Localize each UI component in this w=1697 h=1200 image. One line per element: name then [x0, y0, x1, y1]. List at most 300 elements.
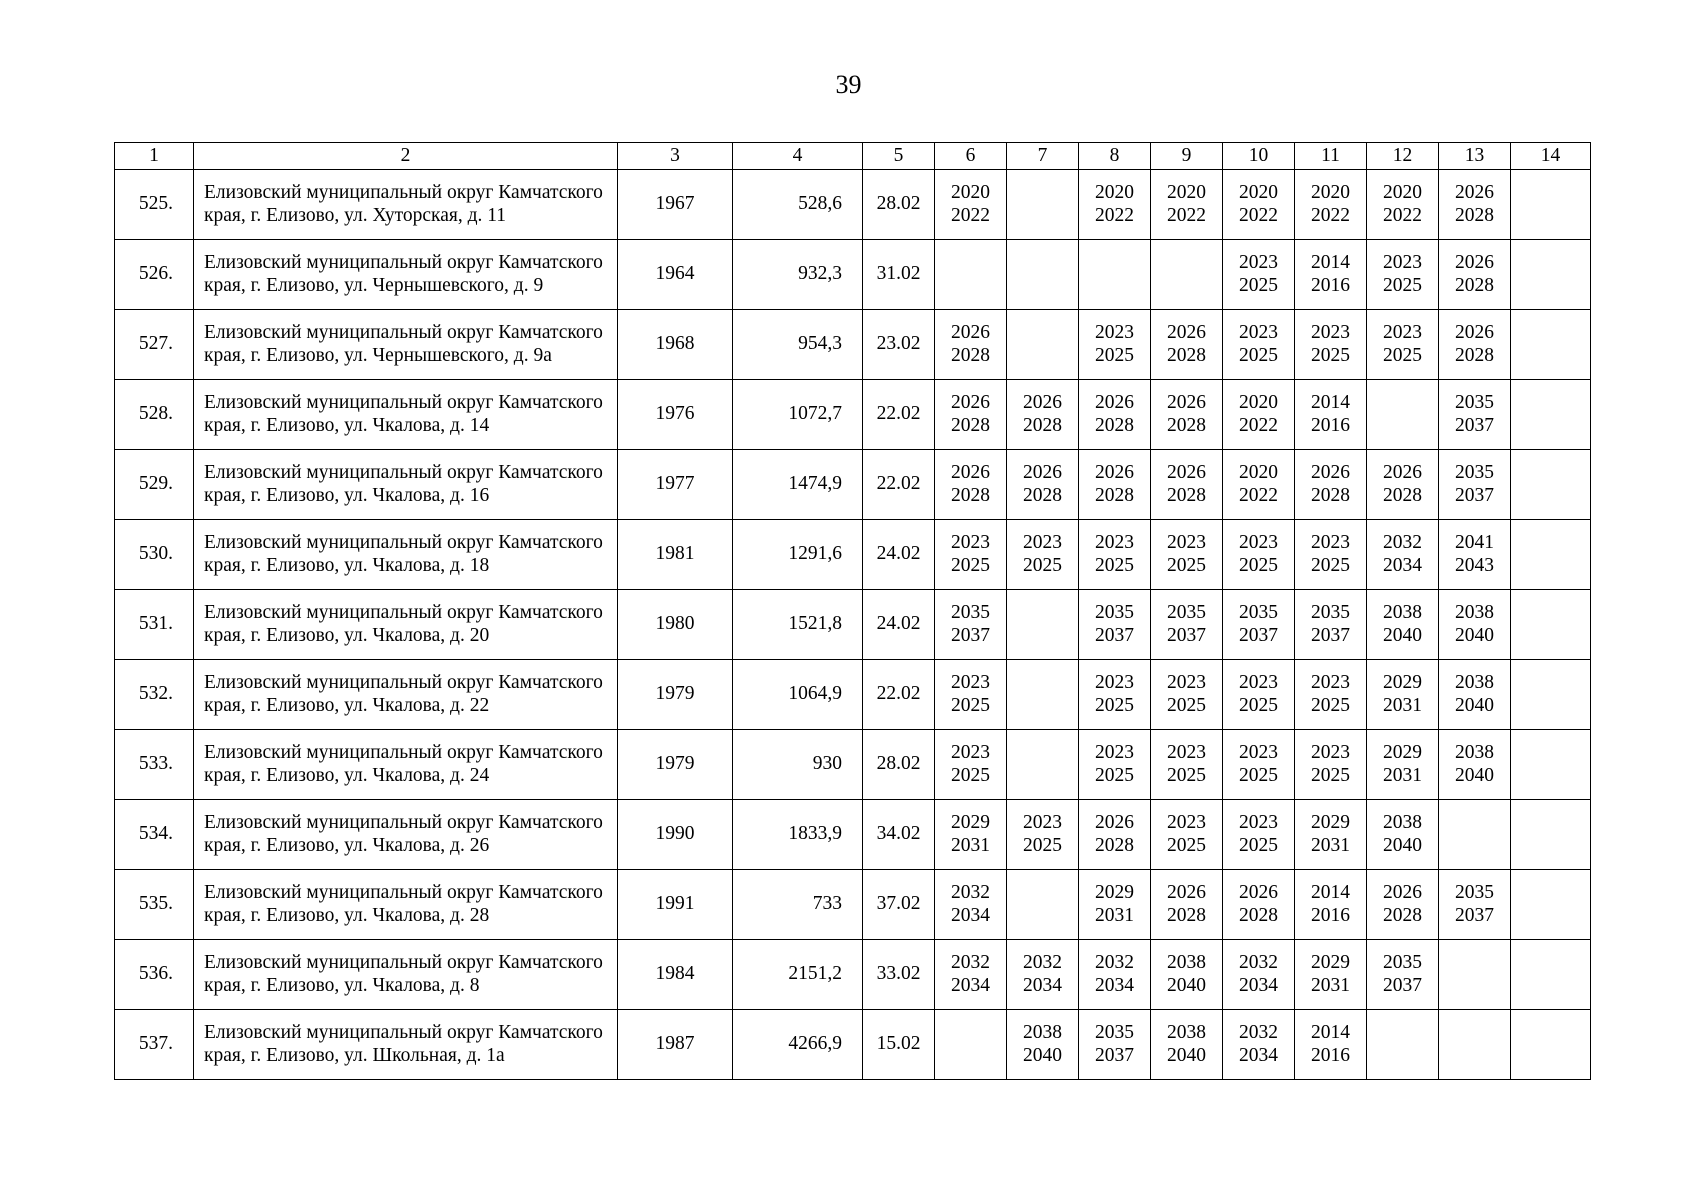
- period-start-year: 2029: [1311, 812, 1350, 833]
- period-start-year: 2038: [1383, 812, 1422, 833]
- period-start-year: 2023: [1167, 672, 1206, 693]
- repair-period-cell: [1439, 520, 1511, 590]
- construction-year-cell: 1990: [618, 800, 733, 870]
- table-row: [115, 240, 1591, 310]
- row-number-cell: 536.: [115, 940, 194, 1010]
- period-start-year: 2026: [1311, 462, 1350, 483]
- row-number-cell: 526.: [115, 240, 194, 310]
- period-start-year: 2023: [1167, 812, 1206, 833]
- period-start-year: 2026: [1095, 812, 1134, 833]
- repair-period-cell: [935, 590, 1007, 660]
- repair-period-cell: [1439, 310, 1511, 380]
- period-start-year: 2029: [1311, 952, 1350, 973]
- repair-period-cell: [1295, 450, 1367, 520]
- period-start-year: 2032: [1383, 532, 1422, 553]
- repair-period-cell: [1295, 310, 1367, 380]
- repair-period-cell: [1151, 170, 1223, 240]
- period-end-year: 2028: [951, 344, 990, 366]
- period-end-year: 2040: [1455, 624, 1494, 646]
- column-number-header: 13: [1439, 143, 1511, 170]
- address-cell: Елизовский муниципальный округ Камчатского края, г. Елизово, ул. Чкалова, д. 16: [194, 450, 618, 520]
- repair-period-cell: [1367, 590, 1439, 660]
- period-end-year: 2022: [951, 204, 990, 226]
- repair-period-cell: [1439, 450, 1511, 520]
- period-start-year: 2020: [1239, 462, 1278, 483]
- period-end-year: 2037: [1383, 974, 1422, 996]
- row-number-cell: 525.: [115, 170, 194, 240]
- housing-registry-table: [114, 142, 1591, 1080]
- period-end-year: 2025: [1239, 344, 1278, 366]
- period-start-year: 2038: [1023, 1022, 1062, 1043]
- repair-period-cell: [1223, 170, 1295, 240]
- period-end-year: 2028: [1095, 414, 1134, 436]
- period-end-year: 2028: [951, 484, 990, 506]
- period-start-year: 2023: [1383, 252, 1422, 273]
- period-end-year: 2037: [1455, 484, 1494, 506]
- wear-percent-cell: 24.02: [863, 520, 935, 590]
- wear-percent-cell: 34.02: [863, 800, 935, 870]
- period-start-year: 2023: [1239, 812, 1278, 833]
- column-number-header: 12: [1367, 143, 1439, 170]
- period-start-year: 2032: [1095, 952, 1134, 973]
- total-area-cell: 930: [733, 730, 863, 800]
- period-end-year: 2025: [951, 764, 990, 786]
- period-start-year: 2035: [1383, 952, 1422, 973]
- repair-period-cell: [1007, 1010, 1079, 1080]
- repair-period-cell: [1367, 940, 1439, 1010]
- period-end-year: 2028: [1167, 484, 1206, 506]
- repair-period-cell: [935, 450, 1007, 520]
- period-end-year: 2028: [951, 414, 990, 436]
- period-end-year: 2025: [1239, 834, 1278, 856]
- period-start-year: 2023: [1239, 742, 1278, 763]
- wear-percent-cell: 22.02: [863, 450, 935, 520]
- repair-period-cell: [935, 660, 1007, 730]
- period-start-year: 2038: [1455, 672, 1494, 693]
- address-cell: Елизовский муниципальный округ Камчатского края, г. Елизово, ул. Чкалова, д. 18: [194, 520, 618, 590]
- column-number-header: 5: [863, 143, 935, 170]
- period-end-year: 2025: [1311, 764, 1350, 786]
- repair-period-cell: [1295, 170, 1367, 240]
- period-end-year: 2025: [1095, 694, 1134, 716]
- period-start-year: 2035: [1455, 392, 1494, 413]
- total-area-cell: 1291,6: [733, 520, 863, 590]
- period-start-year: 2014: [1311, 1022, 1350, 1043]
- repair-period-cell: [1079, 240, 1151, 310]
- period-end-year: 2016: [1311, 274, 1350, 296]
- period-end-year: 2025: [1311, 344, 1350, 366]
- table-row: [115, 380, 1591, 450]
- repair-period-cell: [1007, 310, 1079, 380]
- repair-period-cell: [1151, 310, 1223, 380]
- period-start-year: 2029: [1383, 742, 1422, 763]
- period-end-year: 2025: [1383, 344, 1422, 366]
- period-end-year: 2025: [1239, 764, 1278, 786]
- period-end-year: 2037: [1239, 624, 1278, 646]
- period-start-year: 2023: [1167, 532, 1206, 553]
- address-cell: Елизовский муниципальный округ Камчатского края, г. Елизово, ул. Чкалова, д. 24: [194, 730, 618, 800]
- repair-period-cell: [1367, 310, 1439, 380]
- period-end-year: 2028: [1239, 904, 1278, 926]
- construction-year-cell: 1967: [618, 170, 733, 240]
- construction-year-cell: 1976: [618, 380, 733, 450]
- repair-period-cell: [1007, 660, 1079, 730]
- row-number-cell: 530.: [115, 520, 194, 590]
- period-end-year: 2040: [1167, 974, 1206, 996]
- repair-period-cell: [1367, 240, 1439, 310]
- period-start-year: 2023: [1023, 532, 1062, 553]
- period-start-year: 2026: [951, 462, 990, 483]
- column-number-header: 6: [935, 143, 1007, 170]
- repair-period-cell: [1223, 1010, 1295, 1080]
- repair-period-cell: [1223, 240, 1295, 310]
- period-end-year: 2016: [1311, 904, 1350, 926]
- construction-year-cell: 1977: [618, 450, 733, 520]
- repair-period-cell: [935, 940, 1007, 1010]
- wear-percent-cell: 15.02: [863, 1010, 935, 1080]
- repair-period-cell: [1079, 170, 1151, 240]
- row-number-cell: 532.: [115, 660, 194, 730]
- period-end-year: 2028: [1383, 484, 1422, 506]
- repair-period-cell: [1151, 590, 1223, 660]
- address-cell: Елизовский муниципальный округ Камчатского края, г. Елизово, ул. Чкалова, д. 8: [194, 940, 618, 1010]
- table-row: [115, 730, 1591, 800]
- period-start-year: 2032: [951, 952, 990, 973]
- repair-period-cell: [1151, 380, 1223, 450]
- repair-period-cell: [1511, 240, 1591, 310]
- period-end-year: 2034: [951, 904, 990, 926]
- period-start-year: 2026: [1167, 392, 1206, 413]
- repair-period-cell: [1511, 800, 1591, 870]
- period-end-year: 2025: [1239, 694, 1278, 716]
- row-number-cell: 531.: [115, 590, 194, 660]
- period-start-year: 2020: [1383, 182, 1422, 203]
- period-end-year: 2025: [1311, 694, 1350, 716]
- repair-period-cell: [1223, 940, 1295, 1010]
- row-number-cell: 528.: [115, 380, 194, 450]
- period-end-year: 2022: [1095, 204, 1134, 226]
- period-start-year: 2035: [1095, 602, 1134, 623]
- period-start-year: 2023: [951, 742, 990, 763]
- period-end-year: 2022: [1311, 204, 1350, 226]
- column-number-header: 3: [618, 143, 733, 170]
- repair-period-cell: [1151, 240, 1223, 310]
- period-start-year: 2026: [1095, 462, 1134, 483]
- period-end-year: 2028: [1455, 204, 1494, 226]
- address-cell: Елизовский муниципальный округ Камчатского края, г. Елизово, ул. Чкалова, д. 28: [194, 870, 618, 940]
- period-start-year: 2029: [1095, 882, 1134, 903]
- period-end-year: 2031: [1383, 694, 1422, 716]
- repair-period-cell: [1439, 240, 1511, 310]
- period-start-year: 2020: [1239, 392, 1278, 413]
- table-row: [115, 520, 1591, 590]
- repair-period-cell: [1295, 660, 1367, 730]
- period-end-year: 2028: [1167, 344, 1206, 366]
- period-end-year: 2025: [1095, 554, 1134, 576]
- row-number-cell: 533.: [115, 730, 194, 800]
- repair-period-cell: [1223, 380, 1295, 450]
- column-number-header: 10: [1223, 143, 1295, 170]
- period-end-year: 2034: [1095, 974, 1134, 996]
- period-start-year: 2020: [951, 182, 990, 203]
- period-end-year: 2028: [1167, 414, 1206, 436]
- wear-percent-cell: 28.02: [863, 730, 935, 800]
- period-start-year: 2035: [1167, 602, 1206, 623]
- repair-period-cell: [935, 310, 1007, 380]
- repair-period-cell: [1079, 660, 1151, 730]
- repair-period-cell: [1007, 170, 1079, 240]
- period-start-year: 2023: [1383, 322, 1422, 343]
- construction-year-cell: 1979: [618, 730, 733, 800]
- period-start-year: 2026: [1239, 882, 1278, 903]
- period-end-year: 2040: [1455, 694, 1494, 716]
- period-end-year: 2025: [1167, 834, 1206, 856]
- repair-period-cell: [1367, 520, 1439, 590]
- period-start-year: 2035: [1239, 602, 1278, 623]
- period-end-year: 2025: [1095, 764, 1134, 786]
- period-end-year: 2028: [1167, 904, 1206, 926]
- period-start-year: 2026: [1455, 252, 1494, 273]
- total-area-cell: 1521,8: [733, 590, 863, 660]
- period-start-year: 2026: [1455, 182, 1494, 203]
- table-row: [115, 660, 1591, 730]
- period-start-year: 2035: [1311, 602, 1350, 623]
- repair-period-cell: [1295, 240, 1367, 310]
- period-end-year: 2034: [1383, 554, 1422, 576]
- period-start-year: 2020: [1167, 182, 1206, 203]
- period-end-year: 2037: [1095, 624, 1134, 646]
- period-end-year: 2031: [1311, 974, 1350, 996]
- period-start-year: 2014: [1311, 882, 1350, 903]
- table-row: [115, 870, 1591, 940]
- repair-period-cell: [1079, 380, 1151, 450]
- wear-percent-cell: 22.02: [863, 380, 935, 450]
- period-end-year: 2025: [1239, 554, 1278, 576]
- row-number-cell: 535.: [115, 870, 194, 940]
- period-end-year: 2022: [1239, 204, 1278, 226]
- table-row: [115, 940, 1591, 1010]
- total-area-cell: 1833,9: [733, 800, 863, 870]
- row-number-cell: 529.: [115, 450, 194, 520]
- period-start-year: 2023: [1239, 252, 1278, 273]
- period-start-year: 2029: [951, 812, 990, 833]
- address-cell: Елизовский муниципальный округ Камчатского края, г. Елизово, ул. Чернышевского, д. 9а: [194, 310, 618, 380]
- period-end-year: 2025: [951, 694, 990, 716]
- repair-period-cell: [1511, 870, 1591, 940]
- table-row: [115, 1010, 1591, 1080]
- construction-year-cell: 1991: [618, 870, 733, 940]
- period-start-year: 2035: [1095, 1022, 1134, 1043]
- period-start-year: 2026: [1023, 392, 1062, 413]
- period-start-year: 2026: [1167, 882, 1206, 903]
- period-end-year: 2028: [1023, 484, 1062, 506]
- period-start-year: 2023: [951, 532, 990, 553]
- wear-percent-cell: 24.02: [863, 590, 935, 660]
- address-cell: Елизовский муниципальный округ Камчатского края, г. Елизово, ул. Школьная, д. 1а: [194, 1010, 618, 1080]
- address-cell: Елизовский муниципальный округ Камчатского края, г. Елизово, ул. Чкалова, д. 26: [194, 800, 618, 870]
- period-start-year: 2023: [1095, 322, 1134, 343]
- repair-period-cell: [935, 800, 1007, 870]
- period-end-year: 2022: [1383, 204, 1422, 226]
- repair-period-cell: [1367, 1010, 1439, 1080]
- repair-period-cell: [1511, 940, 1591, 1010]
- repair-period-cell: [1439, 730, 1511, 800]
- period-end-year: 2028: [1311, 484, 1350, 506]
- address-cell: Елизовский муниципальный округ Камчатского края, г. Елизово, ул. Чернышевского, д. 9: [194, 240, 618, 310]
- repair-period-cell: [1367, 450, 1439, 520]
- repair-period-cell: [1007, 240, 1079, 310]
- period-start-year: 2023: [1239, 322, 1278, 343]
- period-start-year: 2023: [951, 672, 990, 693]
- repair-period-cell: [1295, 870, 1367, 940]
- period-start-year: 2038: [1455, 742, 1494, 763]
- row-number-cell: 527.: [115, 310, 194, 380]
- period-start-year: 2026: [1455, 322, 1494, 343]
- repair-period-cell: [1367, 170, 1439, 240]
- column-number-header: 9: [1151, 143, 1223, 170]
- period-start-year: 2023: [1095, 742, 1134, 763]
- period-end-year: 2028: [1023, 414, 1062, 436]
- period-start-year: 2038: [1167, 1022, 1206, 1043]
- wear-percent-cell: 31.02: [863, 240, 935, 310]
- wear-percent-cell: 23.02: [863, 310, 935, 380]
- repair-period-cell: [1295, 590, 1367, 660]
- address-cell: Елизовский муниципальный округ Камчатского края, г. Елизово, ул. Чкалова, д. 20: [194, 590, 618, 660]
- repair-period-cell: [1223, 590, 1295, 660]
- period-start-year: 2023: [1095, 672, 1134, 693]
- period-start-year: 2035: [1455, 882, 1494, 903]
- period-end-year: 2022: [1239, 414, 1278, 436]
- repair-period-cell: [1007, 590, 1079, 660]
- repair-period-cell: [1007, 940, 1079, 1010]
- repair-period-cell: [1511, 520, 1591, 590]
- repair-period-cell: [1079, 310, 1151, 380]
- period-end-year: 2031: [1311, 834, 1350, 856]
- period-start-year: 2041: [1455, 532, 1494, 553]
- period-start-year: 2020: [1311, 182, 1350, 203]
- period-end-year: 2040: [1455, 764, 1494, 786]
- repair-period-cell: [1079, 940, 1151, 1010]
- period-end-year: 2031: [951, 834, 990, 856]
- repair-period-cell: [1511, 660, 1591, 730]
- construction-year-cell: 1979: [618, 660, 733, 730]
- repair-period-cell: [1439, 940, 1511, 1010]
- total-area-cell: 932,3: [733, 240, 863, 310]
- period-start-year: 2023: [1167, 742, 1206, 763]
- repair-period-cell: [1007, 730, 1079, 800]
- period-start-year: 2026: [1383, 462, 1422, 483]
- total-area-cell: 528,6: [733, 170, 863, 240]
- period-start-year: 2038: [1167, 952, 1206, 973]
- repair-period-cell: [935, 170, 1007, 240]
- table-row: [115, 310, 1591, 380]
- period-start-year: 2020: [1095, 182, 1134, 203]
- period-start-year: 2023: [1311, 672, 1350, 693]
- column-number-header: 11: [1295, 143, 1367, 170]
- row-number-cell: 537.: [115, 1010, 194, 1080]
- total-area-cell: 954,3: [733, 310, 863, 380]
- period-end-year: 2028: [1095, 484, 1134, 506]
- period-end-year: 2037: [1455, 904, 1494, 926]
- repair-period-cell: [1223, 870, 1295, 940]
- column-number-header: 14: [1511, 143, 1591, 170]
- table-row: [115, 450, 1591, 520]
- period-start-year: 2026: [951, 322, 990, 343]
- total-area-cell: 4266,9: [733, 1010, 863, 1080]
- repair-period-cell: [1511, 310, 1591, 380]
- total-area-cell: 1072,7: [733, 380, 863, 450]
- period-end-year: 2016: [1311, 1044, 1350, 1066]
- period-end-year: 2025: [1023, 554, 1062, 576]
- period-end-year: 2025: [1311, 554, 1350, 576]
- repair-period-cell: [1367, 380, 1439, 450]
- period-end-year: 2040: [1023, 1044, 1062, 1066]
- repair-period-cell: [1511, 590, 1591, 660]
- repair-period-cell: [1079, 520, 1151, 590]
- repair-period-cell: [1295, 1010, 1367, 1080]
- repair-period-cell: [1295, 380, 1367, 450]
- repair-period-cell: [1151, 940, 1223, 1010]
- period-start-year: 2023: [1023, 812, 1062, 833]
- repair-period-cell: [1511, 1010, 1591, 1080]
- period-end-year: 2037: [951, 624, 990, 646]
- period-end-year: 2034: [1239, 1044, 1278, 1066]
- repair-period-cell: [1079, 730, 1151, 800]
- repair-period-cell: [1151, 660, 1223, 730]
- period-end-year: 2037: [1311, 624, 1350, 646]
- table-row: [115, 590, 1591, 660]
- period-end-year: 2031: [1095, 904, 1134, 926]
- period-end-year: 2034: [951, 974, 990, 996]
- repair-period-cell: [1295, 730, 1367, 800]
- construction-year-cell: 1964: [618, 240, 733, 310]
- column-number-header: 2: [194, 143, 618, 170]
- period-end-year: 2043: [1455, 554, 1494, 576]
- repair-period-cell: [1007, 800, 1079, 870]
- repair-period-cell: [1223, 730, 1295, 800]
- repair-period-cell: [1007, 380, 1079, 450]
- repair-period-cell: [1439, 870, 1511, 940]
- repair-period-cell: [1151, 1010, 1223, 1080]
- repair-period-cell: [1151, 730, 1223, 800]
- period-start-year: 2026: [1023, 462, 1062, 483]
- repair-period-cell: [1151, 520, 1223, 590]
- address-cell: Елизовский муниципальный округ Камчатского края, г. Елизово, ул. Хуторская, д. 11: [194, 170, 618, 240]
- period-end-year: 2028: [1455, 344, 1494, 366]
- period-start-year: 2023: [1239, 532, 1278, 553]
- repair-period-cell: [1439, 660, 1511, 730]
- repair-period-cell: [1079, 450, 1151, 520]
- address-cell: Елизовский муниципальный округ Камчатского края, г. Елизово, ул. Чкалова, д. 22: [194, 660, 618, 730]
- repair-period-cell: [1007, 450, 1079, 520]
- table-row: [115, 170, 1591, 240]
- period-start-year: 2032: [1239, 952, 1278, 973]
- period-start-year: 2029: [1383, 672, 1422, 693]
- period-end-year: 2016: [1311, 414, 1350, 436]
- period-end-year: 2028: [1095, 834, 1134, 856]
- repair-period-cell: [1223, 520, 1295, 590]
- construction-year-cell: 1984: [618, 940, 733, 1010]
- wear-percent-cell: 28.02: [863, 170, 935, 240]
- period-start-year: 2032: [951, 882, 990, 903]
- repair-period-cell: [1439, 800, 1511, 870]
- period-end-year: 2034: [1239, 974, 1278, 996]
- repair-period-cell: [1151, 800, 1223, 870]
- period-start-year: 2023: [1239, 672, 1278, 693]
- period-end-year: 2025: [1095, 344, 1134, 366]
- repair-period-cell: [1511, 170, 1591, 240]
- period-end-year: 2037: [1095, 1044, 1134, 1066]
